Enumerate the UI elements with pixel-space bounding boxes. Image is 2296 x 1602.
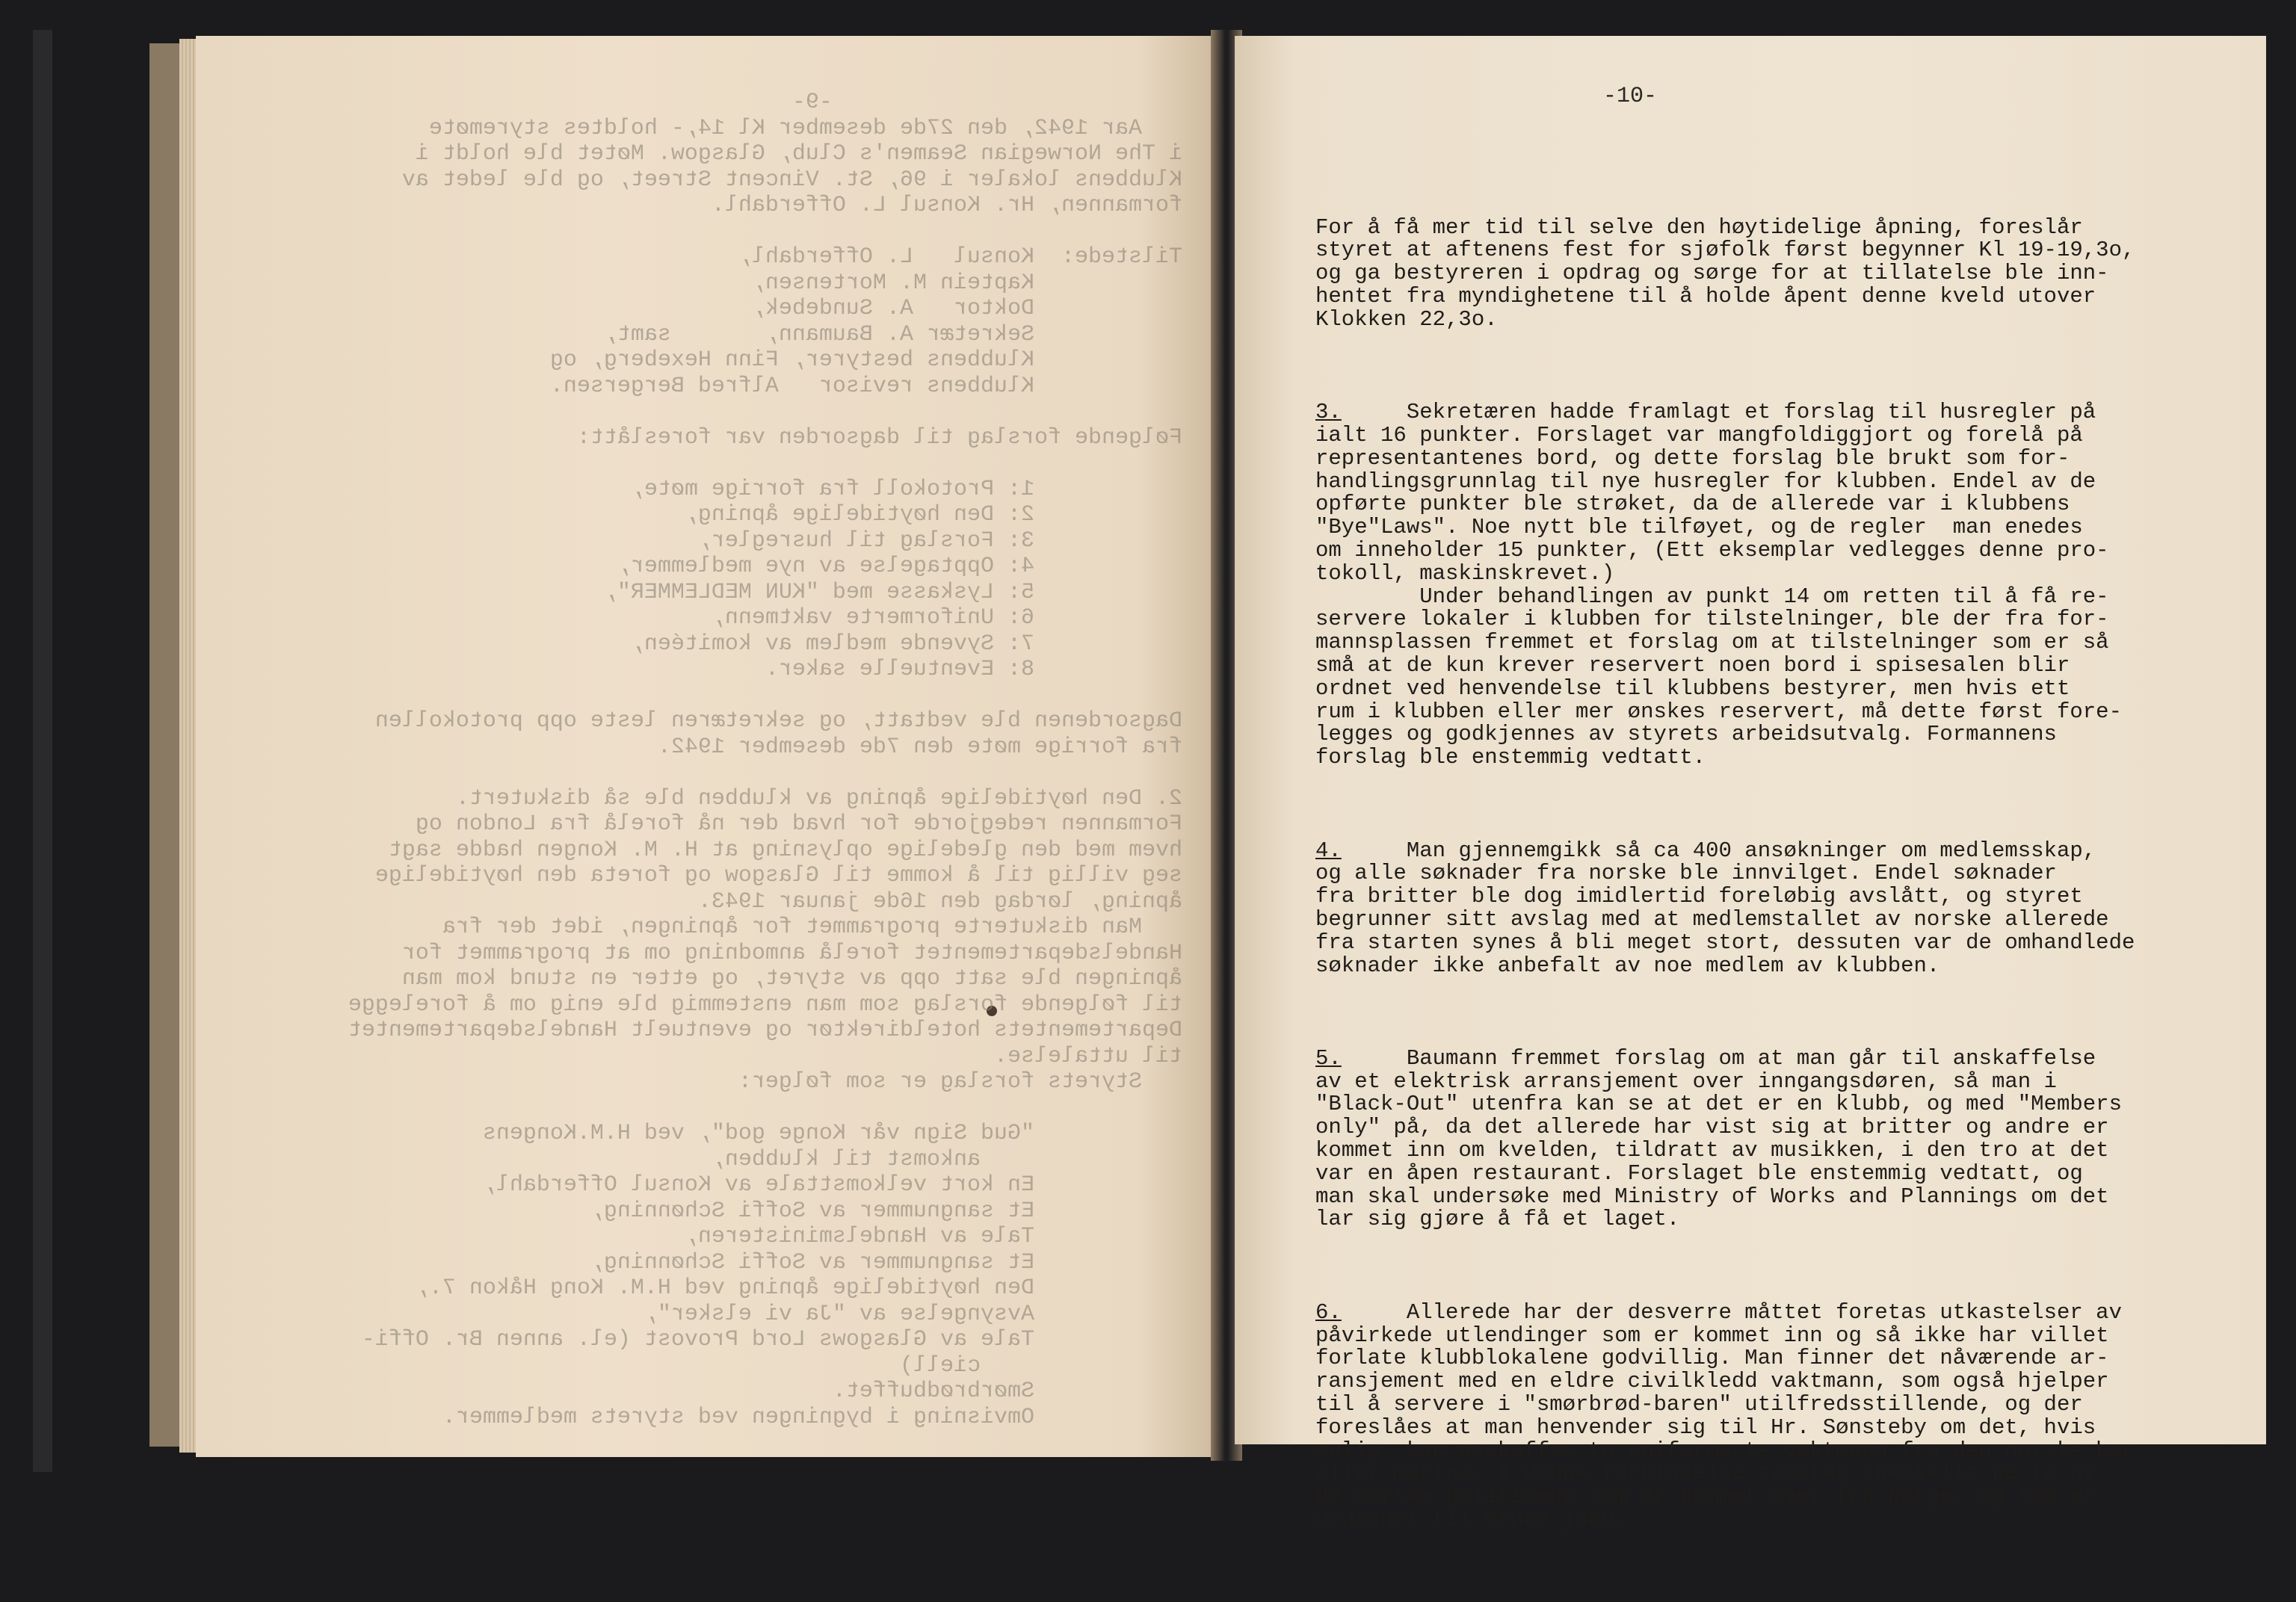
book-cover-edge bbox=[33, 30, 52, 1472]
bleedthrough-line: i The Norwegian Seamen's Club, Glasgow. Møtet ble holdt i bbox=[415, 141, 1182, 167]
bleedthrough-line: Et sangnummer av Soffi Schønning, bbox=[590, 1249, 1182, 1275]
item-number: 4. bbox=[1315, 838, 1342, 863]
bleedthrough-line: til følgende forslag som man enstemmig ble enig om å forelegge bbox=[348, 992, 1182, 1018]
item-number: 3. bbox=[1315, 400, 1342, 425]
bleedthrough-line bbox=[226, 451, 1182, 477]
paragraph-text: og alle søknader fra norske ble innvilget. Endel søknader fra britter ble dog imidlertid foreløbig avslått, og styret begrunner sitt avslag med at medlemstallet av norske allerede fra starten synes å bli meget stort, dessuten var de omhandlede søknader ikke anbefalt av noe medlem av klubben. bbox=[1315, 861, 2135, 978]
bleedthrough-line: Kaptein M. Mortensen, bbox=[751, 270, 1182, 296]
bleedthrough-line: Klubbens bestyrer, Finn Hexeberg, og bbox=[549, 347, 1182, 373]
paragraph-first-line: Sekretæren hadde framlagt et forslag til husregler på bbox=[1341, 400, 2096, 425]
bleedthrough-line: 1: Protokoll fra forrige møte, bbox=[630, 476, 1182, 502]
bleedthrough-line: -9- bbox=[791, 90, 1182, 115]
bleedthrough-line: Doktor A. Sundebek, bbox=[751, 296, 1182, 321]
bleedthrough-line bbox=[226, 219, 1182, 245]
item-number: 5. bbox=[1315, 1045, 1342, 1071]
bleedthrough-line: Tilstede: Konsul L. Offerdahl, bbox=[738, 244, 1182, 270]
bleedthrough-line bbox=[226, 399, 1182, 425]
paragraph-text: av et elektrisk arransjement over inngangsdøren, så man i "Black-Out" utenfra kan se at det er en klubb, og med "Members only" på, da det allerede har vist sig at britter og andre er kommet inn om kvelden, tildratt av musikken, i den tro at det var en åpen restaurant. Forslaget ble enstemmig vedtatt, og man skal undersøke med Ministry of Works and Plannings om det lar sig gjøre å få et laget. bbox=[1315, 1068, 2122, 1232]
bleedthrough-line: Et sangnummer av Soffi Schønning, bbox=[590, 1198, 1182, 1224]
bleedthrough-line bbox=[226, 760, 1182, 786]
bleedthrough-line: Omvisning i bygningen ved styrets medlemmer. bbox=[442, 1404, 1182, 1430]
bleedthrough-line: 2. Den høytidelige åpning av klubben ble så diskutert. bbox=[455, 785, 1182, 811]
bleedthrough-line: Følgende forslag til dagsorden var foreslått: bbox=[576, 424, 1182, 451]
bleedthrough-line: Handelsdepartementet forelå anmodning om at programmet for bbox=[401, 940, 1182, 966]
bleedthrough-line: 6: Uniformerte vaktmenn, bbox=[711, 605, 1182, 631]
bleedthrough-line: ciell) bbox=[899, 1352, 1182, 1379]
bleedthrough-line: hvem med den gledelige oplysning at H. M. Kongen hadde sagt bbox=[388, 837, 1182, 863]
bleedthrough-line: 8: Eventuelle saker. bbox=[765, 657, 1182, 682]
bleedthrough-line: 5: Lyskasse med "KUN MEDLEMMER", bbox=[603, 579, 1182, 605]
bleedthrough-line: formannen, Hr. Konsul L. Offerdahl. bbox=[711, 193, 1182, 218]
paragraph-item-4 bbox=[1315, 840, 2212, 978]
bleedthrough-line: En kort velkomsttale av Konsul Offerdahl, bbox=[482, 1172, 1182, 1198]
bleedthrough-line: til uttalelse. bbox=[993, 1043, 1182, 1069]
bleedthrough-line: åpning, lørdag den 16de januar 1943. bbox=[697, 888, 1182, 915]
paragraph-text: ialt 16 punkter. Forslaget var mangfoldiggjort og forelå på representantenes bord, og dette forslag ble brukt som for- handlingsgrunnlag til nye husregler for klubben. Endel av de opførte punkter ble strøket, da de allerede var i klubbens "Bye"Laws". Noe nytt ble tilføyet, og de regler man enedes om inneholder 15 punkter, (Ett eksemplar vedlegges denne pro- tokoll, maskinskrevet.) Under behandlingen av punkt 14 om retten til å få re- servere lokaler i klubben for tilstelninger, ble der fra for- mannsplassen fremmet et forslag om at tilstelninger som er så små at de kun krever reservert noen bord i spisesalen blir ordnet ved henvendelse til klubbens bestyrer, men hvis ett rum i klubben eller mer ønskes reservert, må dette først fore- legges og godkjennes av styrets arbeidsutvalg. Formannens forslag ble enstemmig vedtatt. bbox=[1315, 422, 2122, 770]
bleedthrough-line: 7: Syvende medlem av komitéen, bbox=[630, 631, 1182, 657]
bleedthrough-line: fra forrige møte den 7de desember 1942. bbox=[657, 734, 1182, 760]
paragraph-first-line: Baumann fremmet forslag om at man går til anskaffelse bbox=[1341, 1045, 2096, 1071]
bleedthrough-line: Aar 1942, den 27de desember Kl 14,- holdtes styremøte bbox=[428, 115, 1182, 141]
bleedthrough-line: seg villig til å komme til Glasgow og foreta den høytidelige bbox=[374, 863, 1182, 888]
bleedthrough-line: Avsyngelse av "Ja vi elsker", bbox=[644, 1301, 1182, 1327]
left-page-bleedthrough-text bbox=[226, 90, 1182, 1430]
bleedthrough-line: Dagsordenen ble vedtatt, og sekretæren leste opp protokollen bbox=[374, 708, 1182, 734]
bleedthrough-line: Tale av Handelsministeren, bbox=[684, 1224, 1182, 1249]
bleedthrough-line: Sekretær A. Baumann, samt, bbox=[603, 321, 1182, 347]
bleedthrough-line: ankomst til klubben, bbox=[711, 1146, 1182, 1172]
bleedthrough-line: Styrets forslag er som følger: bbox=[738, 1069, 1182, 1095]
bleedthrough-line: Tale av Glasgows Lord Provost (el. annen Br. Offi- bbox=[361, 1327, 1182, 1352]
bleedthrough-line: Formannen redegjorde for hvad der nå forelå fra London og bbox=[415, 811, 1182, 837]
bleedthrough-line: Man diskuterte programmet for åpningen, idet der fra bbox=[442, 915, 1182, 940]
bleedthrough-line: åpningen ble satt opp av styret, og etter en stund kom man bbox=[401, 966, 1182, 992]
paragraph-item-5 bbox=[1315, 1045, 2212, 1232]
paragraph-intro bbox=[1315, 214, 2212, 332]
bleedthrough-line: 4: Opptagelse av nye medlemmer, bbox=[617, 554, 1182, 579]
page-number: -10- bbox=[1603, 84, 1658, 109]
bleedthrough-line bbox=[226, 1095, 1182, 1122]
paragraph-text: påvirkede utlendinger som er kommet inn og så ikke har villet forlate klubblokalene godvillig. Man finner det nåværende ar- ransjement med en eldre civilkledd vaktmann, som også hjelper til å servere i "smørbrød-baren" utilfredsstillende, og der foreslåes at man henvender sig til Hr. Sønsteby om det, hvis mulig, kan anskaffes to uniformerte vaktmenn fra den norske hær eller marine. I denne forbindelse tenktes spesiellt på to av de norske politimenn som er kommet over fra Norge, og som er utdannet til denne jobb. bbox=[1315, 1323, 2135, 1533]
bleedthrough-line: Den høytidelige åpning ved H.M. Kong Håkon 7., bbox=[415, 1275, 1182, 1301]
bleedthrough-line: Klubbens revisor Alfred Bergersen. bbox=[549, 373, 1182, 399]
bleedthrough-line: Departementets hoteldirektør og eventuelt Handelsdepartementet bbox=[348, 1018, 1182, 1043]
paragraph-first-line: Allerede har der desverre måttet foretas utkastelser av bbox=[1341, 1299, 2122, 1325]
bleedthrough-line bbox=[226, 683, 1182, 709]
bleedthrough-line: 3: Forslag til husregler, bbox=[697, 528, 1182, 554]
paragraph-first-line: Man gjennemgikk så ca 400 ansøkninger om medlemsskap, bbox=[1341, 838, 2096, 863]
paragraph-text: styret at aftenens fest for sjøfolk først begynner Kl 19-19,3o, og ga bestyreren i opdrag og sørge for at tillatelse ble inn- hentet fra myndighetene til å holde åpent denne kveld utover Klokken 22,3o. bbox=[1315, 238, 2135, 332]
bleedthrough-line: Klubbens lokaler i 96, St. Vincent Street, og ble ledet av bbox=[401, 167, 1182, 193]
paragraph-item-3 bbox=[1315, 401, 2212, 770]
bleedthrough-line: "Gud Sign vår Konge god", ved H.M.Kongens bbox=[482, 1121, 1182, 1146]
right-page-body bbox=[1315, 170, 2212, 1601]
bleedthrough-line: Smørbrødbuffet. bbox=[832, 1379, 1182, 1404]
bleedthrough-line: 2: Den høytidelige åpning, bbox=[684, 502, 1182, 528]
item-number: 6. bbox=[1315, 1299, 1342, 1325]
paragraph-item-6 bbox=[1315, 1299, 2212, 1533]
paragraph-first-line: For å få mer tid til selve den høytidelige åpning, foreslår bbox=[1315, 214, 2083, 240]
